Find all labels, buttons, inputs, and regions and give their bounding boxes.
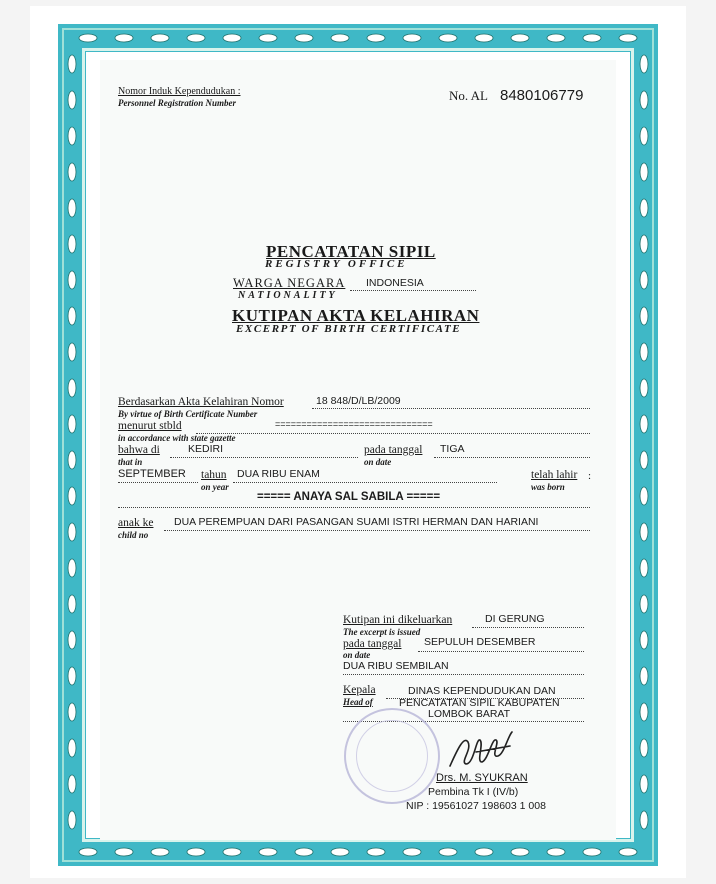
border-motif xyxy=(68,55,76,73)
dotted-line xyxy=(196,433,590,434)
child-name: ===== ANAYA SAL SABILA ===== xyxy=(257,491,441,503)
border-motif xyxy=(79,848,97,856)
dotted-line xyxy=(350,290,476,291)
border-motif xyxy=(68,451,76,469)
issue-date-label: pada tanggal xyxy=(343,638,402,650)
border-motif xyxy=(331,34,349,42)
born-label-en: was born xyxy=(531,482,565,492)
nik-label: Nomor Induk Kependudukan : xyxy=(118,86,241,97)
border-motif xyxy=(439,848,457,856)
signature xyxy=(446,728,516,772)
border-motif xyxy=(547,848,565,856)
border-motif xyxy=(475,34,493,42)
official-rank: Pembina Tk I (IV/b) xyxy=(428,786,519,798)
border-motif xyxy=(640,55,648,73)
border-motif xyxy=(511,848,529,856)
border-motif xyxy=(640,559,648,577)
number-value: 8480106779 xyxy=(500,87,584,104)
border-motif xyxy=(640,811,648,829)
border-motif xyxy=(331,848,349,856)
border-motif xyxy=(583,848,601,856)
border-motif xyxy=(223,34,241,42)
office-title-en: REGISTRY OFFICE xyxy=(265,258,408,270)
border-motif xyxy=(619,34,637,42)
issued-value: DI GERUNG xyxy=(485,613,545,625)
border-motif xyxy=(640,163,648,181)
border-motif xyxy=(68,127,76,145)
border-motif xyxy=(68,307,76,325)
issue-date-value: SEPULUH DESEMBER xyxy=(424,636,536,648)
border-motif xyxy=(68,559,76,577)
child-order-label: anak ke xyxy=(118,517,154,529)
border-motif xyxy=(259,34,277,42)
dotted-line xyxy=(343,674,584,675)
place-label-en: that in xyxy=(118,457,143,467)
border-motif xyxy=(68,739,76,757)
issued-label-en: The excerpt is issued xyxy=(343,627,421,637)
year-label: tahun xyxy=(201,469,227,481)
cert-number-label-en: By virtue of Birth Certificate Number xyxy=(118,409,258,419)
dotted-line xyxy=(170,457,358,458)
nik-label-en: Personnel Registration Number xyxy=(118,98,237,108)
border-motif xyxy=(640,739,648,757)
nationality-label-en: NATIONALITY xyxy=(238,290,338,301)
cert-number-value: 18 848/D/LB/2009 xyxy=(316,395,401,407)
child-order-value: DUA PEREMPUAN DARI PASANGAN SUAMI ISTRI HERMAN DAN HARIANI xyxy=(174,516,539,528)
border-motif xyxy=(187,848,205,856)
issue-year-value: DUA RIBU SEMBILAN xyxy=(343,660,449,672)
border-motif xyxy=(439,34,457,42)
born-label: telah lahir xyxy=(531,469,578,481)
border-motif xyxy=(151,848,169,856)
head-label: Kepala xyxy=(343,684,376,696)
dotted-line xyxy=(312,408,590,409)
border-motif xyxy=(640,271,648,289)
born-colon: : xyxy=(588,470,592,482)
issued-label: Kutipan ini dikeluarkan xyxy=(343,614,453,626)
stbld-value: ============================== xyxy=(275,419,433,429)
border-motif xyxy=(640,415,648,433)
border-motif xyxy=(68,163,76,181)
nationality-value: INDONESIA xyxy=(366,277,424,289)
border-motif xyxy=(547,34,565,42)
border-motif xyxy=(619,848,637,856)
border-motif xyxy=(68,523,76,541)
border-motif xyxy=(187,34,205,42)
border-motif xyxy=(259,848,277,856)
border-motif xyxy=(640,199,648,217)
border-motif xyxy=(68,631,76,649)
border-motif xyxy=(640,127,648,145)
head-label-en: Head of xyxy=(343,697,373,707)
border-motif xyxy=(367,848,385,856)
document-title-en: EXCERPT OF BIRTH CERTIFICATE xyxy=(236,323,462,335)
dotted-line xyxy=(386,698,584,699)
place-label: bahwa di xyxy=(118,444,160,456)
border-motif xyxy=(640,91,648,109)
dotted-line xyxy=(164,530,590,531)
date-label: pada tanggal xyxy=(364,444,423,456)
border-motif xyxy=(295,848,313,856)
official-name: Drs. M. SYUKRAN xyxy=(436,772,528,784)
issue-date-label-en: on date xyxy=(343,650,371,660)
border-motif xyxy=(640,235,648,253)
year-label-en: on year xyxy=(201,482,229,492)
border-motif xyxy=(640,667,648,685)
head-value-line2: PENCATATAN SIPIL KABUPATEN xyxy=(399,697,560,709)
border-motif xyxy=(68,811,76,829)
border-motif xyxy=(68,91,76,109)
dotted-line xyxy=(118,507,590,508)
border-motif xyxy=(68,199,76,217)
border-motif xyxy=(403,34,421,42)
office-title: PENCATATAN SIPIL xyxy=(266,242,436,261)
cert-number-label: Berdasarkan Akta Kelahiran Nomor xyxy=(118,396,284,408)
place-value: KEDIRI xyxy=(188,443,224,455)
nationality-label: WARGA NEGARA xyxy=(233,276,346,290)
official-stamp xyxy=(344,708,440,804)
border-motif xyxy=(475,848,493,856)
border-motif xyxy=(640,487,648,505)
border-motif xyxy=(68,415,76,433)
border-motif xyxy=(68,775,76,793)
border-motif xyxy=(511,34,529,42)
number-label: No. AL xyxy=(449,88,488,103)
head-value-line3: LOMBOK BARAT xyxy=(428,708,511,720)
dotted-line xyxy=(472,627,584,628)
date-value: TIGA xyxy=(440,443,465,455)
month-value: SEPTEMBER xyxy=(118,468,186,480)
border-motif xyxy=(151,34,169,42)
border-motif xyxy=(640,307,648,325)
border-motif xyxy=(68,595,76,613)
border-motif xyxy=(223,848,241,856)
border-motif xyxy=(68,235,76,253)
document-title: KUTIPAN AKTA KELAHIRAN xyxy=(232,306,480,325)
border-motif xyxy=(640,379,648,397)
border-motif xyxy=(68,667,76,685)
border-motif xyxy=(403,848,421,856)
border-motif xyxy=(640,775,648,793)
border-motif xyxy=(115,34,133,42)
border-motif xyxy=(68,271,76,289)
head-value-line1: DINAS KEPENDUDUKAN DAN xyxy=(408,685,556,697)
date-label-en: on date xyxy=(364,457,392,467)
border-motif xyxy=(583,34,601,42)
border-motif xyxy=(640,595,648,613)
border-motif xyxy=(79,34,97,42)
child-order-label-en: child no xyxy=(118,530,149,540)
dotted-line xyxy=(434,457,590,458)
border-motif xyxy=(640,343,648,361)
dotted-line xyxy=(418,651,584,652)
border-motif xyxy=(68,703,76,721)
border-motif xyxy=(640,523,648,541)
year-value: DUA RIBU ENAM xyxy=(237,468,320,480)
official-nip: NIP : 19561027 198603 1 008 xyxy=(406,800,546,812)
border-motif xyxy=(68,343,76,361)
border-motif xyxy=(295,34,313,42)
border-motif xyxy=(640,451,648,469)
border-motif xyxy=(640,703,648,721)
border-motif xyxy=(68,487,76,505)
border-motif xyxy=(115,848,133,856)
border-motif xyxy=(68,379,76,397)
dotted-line xyxy=(233,482,497,483)
dotted-line xyxy=(118,482,198,483)
border-motif xyxy=(367,34,385,42)
stbld-label: menurut stbld xyxy=(118,420,182,432)
border-motif xyxy=(640,631,648,649)
stbld-label-en: in accordance with state gazette xyxy=(118,433,236,443)
